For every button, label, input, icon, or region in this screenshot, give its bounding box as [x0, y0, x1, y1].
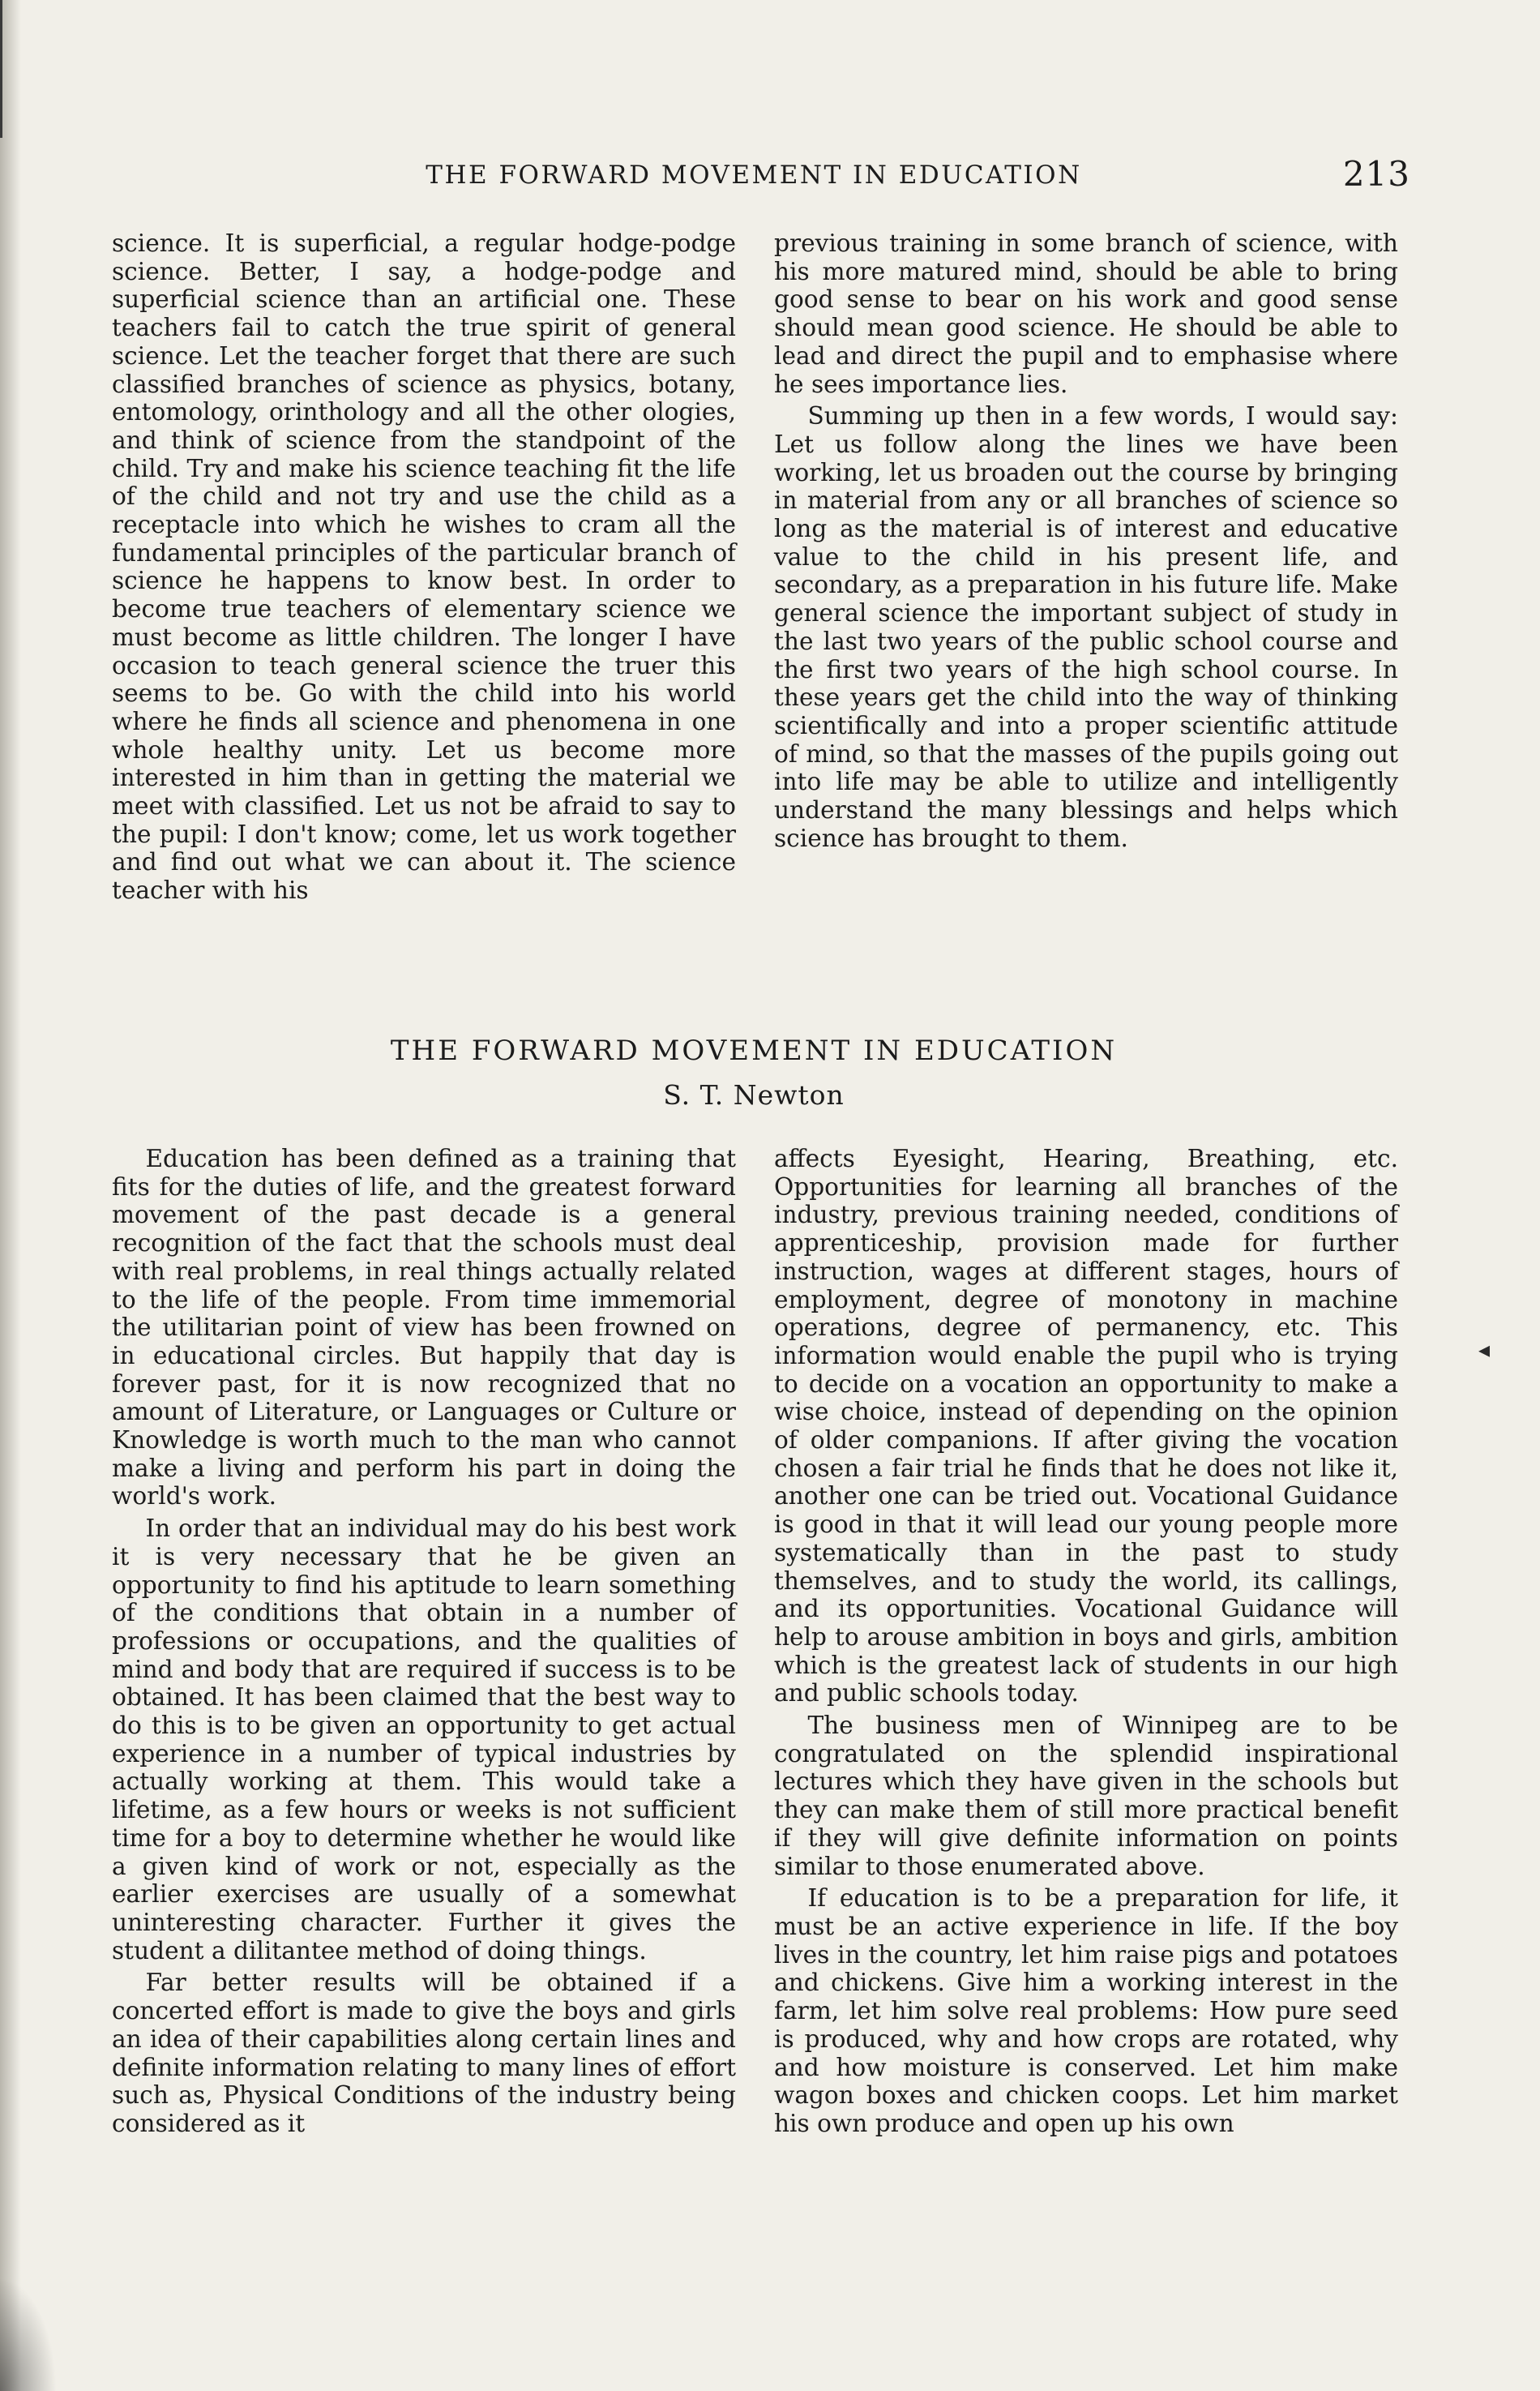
paragraph: The business men of Winnipeg are to be congratulated on the splendid inspirational lectures which they have given in the schools but they can make them of still more practical benefit if they will give definite information on points similar to those enumerated above. [774, 1712, 1398, 1880]
paragraph: science. It is superficial, a regular hodge-podge science. Better, I say, a hodge-podge and superficial science than an artificial one. These teachers fail to catch the true spirit of general science. Let the teacher forget that there are such classified branches of science as physics, botany, entomology, orinthology and all the other ologies, and think of science from the standpoint of the child. Try and make his science teaching fit the life of the child and not try and use the child as a receptacle into which he wishes to cram all the fundamental principles of the particular branch of science he happens to know best. In order to become true teachers of elementary science we must become as little children. The longer I have occasion to teach general science the truer this seems to be. Go with the child into his world where he finds all science and phenomena in one whole healthy unity. Let us become more interested in him than in getting the material we meet with classified. Let us not be afraid to say to the pupil: I don't know; come, let us work together and find out what we can about it. The science teacher with his [112, 229, 736, 905]
article-right-column [774, 1145, 1398, 2142]
article-author: S. T. Newton [663, 1079, 845, 1111]
corner-smudge [0, 2277, 57, 2391]
paragraph: If education is to be a preparation for life, it must be an active experience in life. If the boy lives in the country, let him raise pigs and potatoes and chickens. Give him a working interest in the farm, let him solve real problems: How pure seed is produced, why and how crops are rotated, why and how moisture is conserved. Let him make wagon boxes and chicken coops. Let him market his own produce and open up his own [774, 1884, 1398, 2137]
binding-edge-shadow [0, 0, 21, 2391]
top-right-column [774, 229, 1398, 856]
paragraph: Education has been defined as a training that fits for the duties of life, and the greatest forward movement of the past decade is a general recognition of the fact that the schools must deal with real problems, in real things actually related to the life of the people. From time immemorial the utilitarian point of view has been frowned on in educational circles. But happily that day is forever past, for it is now recognized that no amount of Literature, or Languages or Culture or Knowledge is worth much to the man who cannot make a living and perform his part in doing the world's work. [112, 1145, 736, 1510]
binding-edge-mark [0, 0, 2, 138]
paragraph: Far better results will be obtained if a concerted effort is made to give the boys and girls an idea of their capabilities along certain lines and definite information relating to many lines of effort such as, Physical Conditions of the industry being considered as it [112, 1969, 736, 2137]
margin-mark: ◂ [1478, 1336, 1490, 1363]
paragraph: previous training in some branch of science, with his more matured mind, should be able to bring good sense to bear on his work and good sense should mean good science. He should be able to lead and direct the pupil and to emphasise where he sees importance lies. [774, 229, 1398, 398]
top-left-column [112, 229, 736, 909]
article-title: THE FORWARD MOVEMENT IN EDUCATION [390, 1035, 1118, 1067]
running-head: THE FORWARD MOVEMENT IN EDUCATION [426, 161, 1082, 190]
paragraph: In order that an individual may do his best work it is very necessary that he be given an opportunity to find his aptitude to learn something of the conditions that obtain in a number of professions or occupations, and the qualities of mind and body that are required if success is to be obtained. It has been claimed that the best way to do this is to be given an opportunity to get actual experience in a number of typical industries by actually working at them. This would take a lifetime, as a few hours or weeks is not sufficient time for a boy to determine whether he would like a given kind of work or not, especially as the earlier exercises are usually of a somewhat uninteresting character. Further it gives the student a dilitantee method of doing things. [112, 1515, 736, 1965]
paragraph: affects Eyesight, Hearing, Breathing, etc. Opportunities for learning all branches of the industry, previous training needed, conditions of apprenticeship, provision made for further instruction, wages at different stages, hours of employment, degree of monotony in machine operations, degree of permanency, etc. This information would enable the pupil who is trying to decide on a vocation an opportunity to make a wise choice, instead of depending on the opinion of older companions. If after giving the vocation chosen a fair trial he finds that he does not like it, another one can be tried out. Vocational Guidance is good in that it will lead our young people more systematically than in the past to study themselves, and to study the world, its callings, and its opportunities. Vocational Guidance will help to arouse ambition in boys and girls, ambition which is the greatest lack of students in our high and public schools today. [774, 1145, 1398, 1708]
page-number: 213 [1342, 154, 1410, 194]
paragraph: Summing up then in a few words, I would say: Let us follow along the lines we have been working, let us broaden out the course by bringing in material from any or all branches of science so long as the material is of interest and educative value to the child in his present life, and secondary, as a preparation in his future life. Make general science the important subject of study in the last two years of the public school course and the first two years of the high school course. In these years get the child into the way of thinking scientifically and into a proper scientific attitude of mind, so that the masses of the pupils going out into life may be able to utilize and intelligently understand the many blessings and helps which science has brought to them. [774, 402, 1398, 852]
article-left-column [112, 1145, 736, 2142]
